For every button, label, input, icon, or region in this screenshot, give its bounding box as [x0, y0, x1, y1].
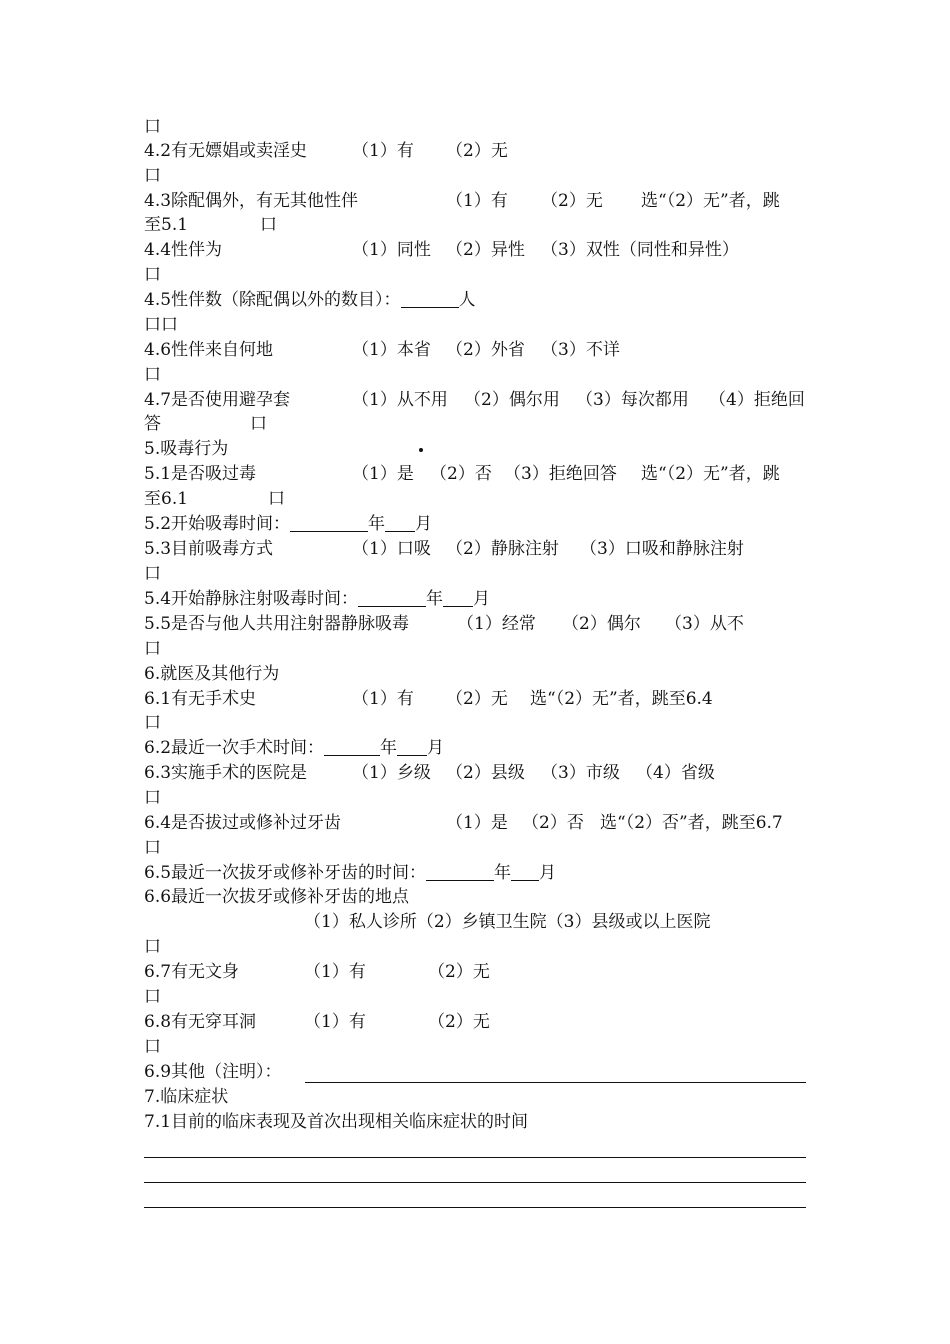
q5-2-month-blank[interactable] [385, 514, 415, 532]
q5-5-answer-box[interactable]: 口 [144, 639, 161, 659]
q7-1-answer-line-3[interactable] [144, 1207, 806, 1208]
q4-3-option-2[interactable]: （2）无 [541, 191, 603, 211]
q5-3-label: 5.3目前吸毒方式 [144, 539, 274, 559]
q4-7-option-3[interactable]: （3）每次都用 [576, 390, 689, 410]
q6-1-label: 6.1有无手术史 [144, 689, 257, 709]
q6-2-row [144, 737, 444, 759]
q4-6-label: 4.6性伴来自何地 [144, 340, 274, 360]
q4-6-option-1[interactable]: （1）本省 [352, 340, 431, 360]
q5-1-label: 5.1是否吸过毒 [144, 464, 257, 484]
q6-5-year-blank[interactable] [426, 863, 494, 881]
bullet-dot [419, 448, 423, 452]
q4-7-option-4-tail: 答 [144, 414, 161, 434]
q4-5-row [144, 289, 476, 311]
q6-7-option-1[interactable]: （1）有 [304, 962, 366, 982]
section-6-title: 6.就医及其他行为 [144, 664, 280, 684]
q6-4-answer-box[interactable]: 口 [144, 838, 161, 858]
q6-3-option-4[interactable]: （4）省级 [636, 763, 715, 783]
q6-4-option-1[interactable]: （1）是 [446, 813, 508, 833]
q6-2-year-unit: 年 [380, 738, 398, 758]
q6-1-answer-box[interactable]: 口 [144, 713, 161, 733]
q6-7-label: 6.7有无文身 [144, 962, 240, 982]
q4-2-answer-box[interactable]: 口 [144, 166, 161, 186]
q6-2-month-blank[interactable] [397, 738, 427, 756]
q5-2-year-blank[interactable] [290, 514, 368, 532]
q6-3-label: 6.3实施手术的医院是 [144, 763, 308, 783]
q5-5-option-3[interactable]: （3）从不 [665, 614, 744, 634]
q6-4-label: 6.4是否拔过或修补过牙齿 [144, 813, 342, 833]
q5-4-year-unit: 年 [426, 589, 444, 609]
q5-3-answer-box[interactable]: 口 [144, 564, 161, 584]
q6-3-answer-box[interactable]: 口 [144, 788, 161, 808]
q5-1-option-2[interactable]: （2）否 [430, 464, 492, 484]
q4-5-label: 4.5性伴数（除配偶以外的数目）： [144, 290, 401, 310]
q4-5-answer-box[interactable]: 口口 [144, 315, 178, 335]
q5-4-year-blank[interactable] [358, 589, 426, 607]
q6-2-year-blank[interactable] [324, 738, 380, 756]
q5-4-row [144, 588, 490, 610]
q4-7-label: 4.7是否使用避孕套 [144, 390, 291, 410]
q6-7-option-2[interactable]: （2）无 [428, 962, 490, 982]
q6-5-label: 6.5最近一次拔牙或修补牙齿的时间： [144, 863, 427, 883]
q5-1-option-1[interactable]: （1）是 [352, 464, 414, 484]
q5-3-option-2[interactable]: （2）静脉注射 [446, 539, 559, 559]
q4-7-answer-box[interactable]: 口 [250, 414, 267, 434]
q4-3-skip-tail: 至5.1 [144, 215, 189, 235]
q6-1-option-2[interactable]: （2）无 [446, 689, 508, 709]
section-7-title: 7.临床症状 [144, 1087, 229, 1107]
q6-5-year-unit: 年 [494, 863, 512, 883]
q6-4-option-2[interactable]: （2）否 [522, 813, 584, 833]
q6-3-option-2[interactable]: （2）县级 [446, 763, 525, 783]
q5-5-option-2[interactable]: （2）偶尔 [562, 614, 641, 634]
q4-3-label: 4.3除配偶外，有无其他性伴 [144, 191, 359, 211]
q4-1-answer-box[interactable]: 口 [144, 117, 161, 137]
q6-6-answer-box[interactable]: 口 [144, 937, 161, 957]
q4-7-option-1[interactable]: （1）从不用 [352, 390, 448, 410]
q6-2-month-unit: 月 [427, 738, 445, 758]
q6-9-answer-line[interactable] [305, 1082, 806, 1083]
q4-6-option-2[interactable]: （2）外省 [446, 340, 525, 360]
q4-7-option-2[interactable]: （2）偶尔用 [464, 390, 560, 410]
q4-6-option-3[interactable]: （3）不详 [541, 340, 620, 360]
q5-4-month-blank[interactable] [443, 589, 473, 607]
q5-2-label: 5.2开始吸毒时间： [144, 514, 291, 534]
q5-1-skip-note: 选“（2）无”者，跳 [641, 464, 780, 484]
q5-5-option-1[interactable]: （1）经常 [457, 614, 536, 634]
q6-5-month-unit: 月 [539, 863, 557, 883]
q6-6-label: 6.6最近一次拔牙或修补牙齿的地点 [144, 887, 410, 907]
q4-3-skip-note: 选“（2）无”者，跳 [641, 191, 780, 211]
q5-1-option-3[interactable]: （3）拒绝回答 [504, 464, 617, 484]
q4-5-count-blank[interactable] [401, 290, 459, 308]
q6-3-option-3[interactable]: （3）市级 [541, 763, 620, 783]
q6-5-month-blank[interactable] [511, 863, 539, 881]
q6-8-answer-box[interactable]: 口 [144, 1037, 161, 1057]
q6-8-option-2[interactable]: （2）无 [428, 1012, 490, 1032]
q5-3-option-3[interactable]: （3）口吸和静脉注射 [580, 539, 744, 559]
q4-2-label: 4.2有无嫖娼或卖淫史 [144, 141, 308, 161]
section-5-title: 5.吸毒行为 [144, 439, 229, 459]
q4-7-option-4[interactable]: （4）拒绝回 [709, 390, 805, 410]
q7-1-answer-line-2[interactable] [144, 1182, 806, 1183]
q6-4-skip-note: 选“（2）否”者，跳至6.7 [600, 813, 783, 833]
q4-4-option-1[interactable]: （1）同性 [352, 240, 431, 260]
q6-9-label: 6.9其他（注明）： [144, 1062, 282, 1082]
q5-2-year-unit: 年 [368, 514, 386, 534]
q6-2-label: 6.2最近一次手术时间： [144, 738, 325, 758]
q4-3-option-1[interactable]: （1）有 [446, 191, 508, 211]
q6-6-options[interactable]: （1）私人诊所（2）乡镇卫生院（3）县级或以上医院 [304, 912, 711, 932]
q6-1-skip-note: 选“（2）无”者，跳至6.4 [530, 689, 713, 709]
q5-2-row [144, 513, 432, 535]
q4-3-answer-box[interactable]: 口 [260, 215, 277, 235]
q5-3-option-1[interactable]: （1）口吸 [352, 539, 431, 559]
q4-4-option-2[interactable]: （2）异性 [446, 240, 525, 260]
q4-4-answer-box[interactable]: 口 [144, 265, 161, 285]
q6-1-option-1[interactable]: （1）有 [352, 689, 414, 709]
q4-2-option-2[interactable]: （2）无 [446, 141, 508, 161]
q5-4-month-unit: 月 [473, 589, 491, 609]
q4-2-option-1[interactable]: （1）有 [352, 141, 414, 161]
q6-8-label: 6.8有无穿耳洞 [144, 1012, 257, 1032]
q6-5-row [144, 862, 556, 884]
q5-2-month-unit: 月 [415, 514, 433, 534]
q6-7-answer-box[interactable]: 口 [144, 987, 161, 1007]
q4-4-option-3[interactable]: （3）双性（同性和异性） [541, 240, 739, 260]
q4-4-label: 4.4性伴为 [144, 240, 223, 260]
q5-1-answer-box[interactable]: 口 [268, 489, 285, 509]
q7-1-answer-line-1[interactable] [144, 1157, 806, 1158]
q4-6-answer-box[interactable]: 口 [144, 365, 161, 385]
q6-3-option-1[interactable]: （1）乡级 [352, 763, 431, 783]
q5-4-label: 5.4开始静脉注射吸毒时间： [144, 589, 359, 609]
q5-5-label: 5.5是否与他人共用注射器静脉吸毒 [144, 614, 410, 634]
q4-5-unit: 人 [458, 290, 476, 310]
q6-8-option-1[interactable]: （1）有 [304, 1012, 366, 1032]
q7-1-label: 7.1目前的临床表现及首次出现相关临床症状的时间 [144, 1112, 529, 1132]
q5-1-skip-tail: 至6.1 [144, 489, 189, 509]
